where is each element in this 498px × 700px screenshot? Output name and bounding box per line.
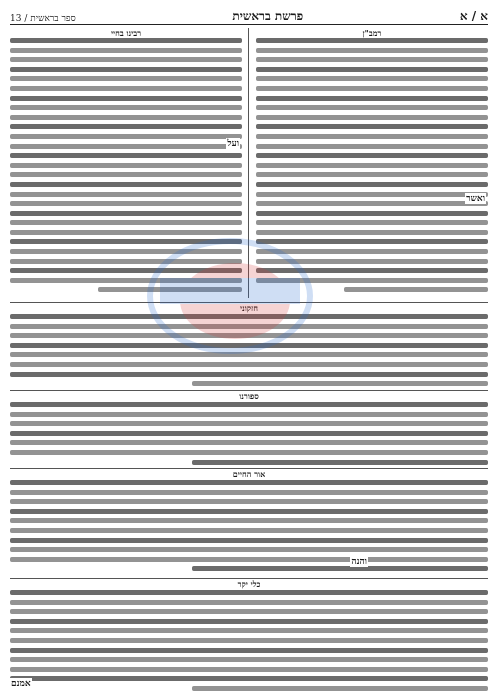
text-line [192, 381, 488, 386]
kli-yakar-section [10, 578, 488, 696]
text-line [10, 657, 488, 662]
text-line [10, 163, 242, 168]
kli-yakar-title: כלי יקר [10, 578, 488, 590]
text-line [10, 182, 242, 187]
text-line [256, 278, 488, 283]
text-line [10, 48, 242, 53]
text-line [256, 249, 488, 254]
text-line [256, 96, 488, 101]
text-line [10, 538, 488, 543]
verse-reference: א / א [459, 9, 488, 23]
two-column-commentary [10, 28, 488, 298]
kli-yakar-text [10, 590, 488, 691]
text-line [10, 499, 488, 504]
text-line [10, 600, 488, 605]
text-line [10, 259, 242, 264]
text-line [10, 314, 488, 319]
text-line [10, 343, 488, 348]
text-line [10, 201, 242, 206]
text-line [10, 518, 488, 523]
text-line [256, 182, 488, 187]
text-line [192, 460, 488, 465]
text-line [10, 249, 242, 254]
text-line [10, 372, 488, 377]
sforno-section [10, 390, 488, 469]
text-line [256, 124, 488, 129]
text-line [256, 38, 488, 43]
text-line [10, 667, 488, 672]
text-line [10, 172, 242, 177]
or-hachaim-title: אור החיים [10, 468, 488, 480]
text-line [10, 590, 488, 595]
text-line [10, 557, 488, 562]
chizkuni-section [10, 302, 488, 391]
text-line [10, 105, 242, 110]
text-line [10, 211, 242, 216]
text-line [10, 528, 488, 533]
text-line [10, 324, 488, 329]
kli-yakar-lead-word: אמנם [11, 679, 31, 689]
text-line [10, 628, 488, 633]
text-line [256, 134, 488, 139]
sforno-text [10, 402, 488, 465]
text-line [10, 402, 488, 407]
ramban-text [256, 38, 488, 292]
text-line [10, 480, 488, 485]
ramban-column [256, 28, 488, 298]
parsha-title: פרשת בראשית [232, 9, 304, 23]
text-line [10, 76, 242, 81]
text-line [10, 362, 488, 367]
rabbeinu-bachya-text [10, 38, 242, 292]
text-line [10, 440, 488, 445]
rabbeinu-bachya-column [10, 28, 242, 298]
text-line [10, 96, 242, 101]
text-line [10, 192, 242, 197]
text-line [10, 490, 488, 495]
text-line [256, 144, 488, 149]
text-line [10, 547, 488, 552]
text-line [10, 230, 242, 235]
bachya-lead-word: ועל [227, 139, 239, 149]
text-line [256, 192, 488, 197]
text-line [192, 566, 488, 571]
text-line [256, 211, 488, 216]
chizkuni-title: חזקוני [10, 302, 488, 314]
text-line [10, 239, 242, 244]
text-line [10, 115, 242, 120]
ramban-title: רמב"ן [362, 28, 382, 38]
text-line [10, 450, 488, 455]
text-line [256, 115, 488, 120]
text-line [10, 144, 242, 149]
text-line [192, 686, 488, 691]
rabbeinu-bachya-title: רבינו בחיי [110, 28, 142, 38]
text-line [256, 86, 488, 91]
text-line [10, 124, 242, 129]
text-line [10, 421, 488, 426]
text-line [10, 134, 242, 139]
sforno-title: ספורנו [10, 390, 488, 402]
text-line [10, 412, 488, 417]
text-line [10, 38, 242, 43]
text-line [256, 230, 488, 235]
text-line [256, 48, 488, 53]
text-line [256, 105, 488, 110]
page-header [10, 6, 488, 25]
text-line [256, 57, 488, 62]
text-line [10, 220, 242, 225]
text-line [256, 172, 488, 177]
text-line [10, 609, 488, 614]
page-number-and-book: 13 / ספר בראשית [10, 14, 76, 24]
text-line [256, 259, 488, 264]
text-line [256, 201, 488, 206]
or-hachaim-text [10, 480, 488, 571]
text-line [10, 648, 488, 653]
text-line [256, 163, 488, 168]
text-line [256, 268, 488, 273]
ramban-lead-word: ואשר [466, 194, 485, 204]
text-line [10, 333, 488, 338]
text-line [10, 509, 488, 514]
text-line [10, 67, 242, 72]
text-line [256, 220, 488, 225]
text-line [10, 57, 242, 62]
text-line [10, 431, 488, 436]
text-line [10, 268, 242, 273]
text-line [256, 239, 488, 244]
text-line [256, 67, 488, 72]
text-line [10, 86, 242, 91]
text-line [10, 619, 488, 624]
or-hachaim-lead-word: והנה [351, 557, 367, 567]
or-hachaim-section [10, 468, 488, 576]
text-line [10, 278, 242, 283]
text-line [10, 352, 488, 357]
column-divider [248, 28, 249, 298]
text-line [10, 153, 242, 158]
chizkuni-text [10, 314, 488, 386]
text-line [344, 287, 488, 292]
page [10, 6, 488, 694]
text-line [256, 153, 488, 158]
text-line [256, 76, 488, 81]
text-line [98, 287, 242, 292]
text-line [10, 638, 488, 643]
text-line [10, 676, 488, 681]
